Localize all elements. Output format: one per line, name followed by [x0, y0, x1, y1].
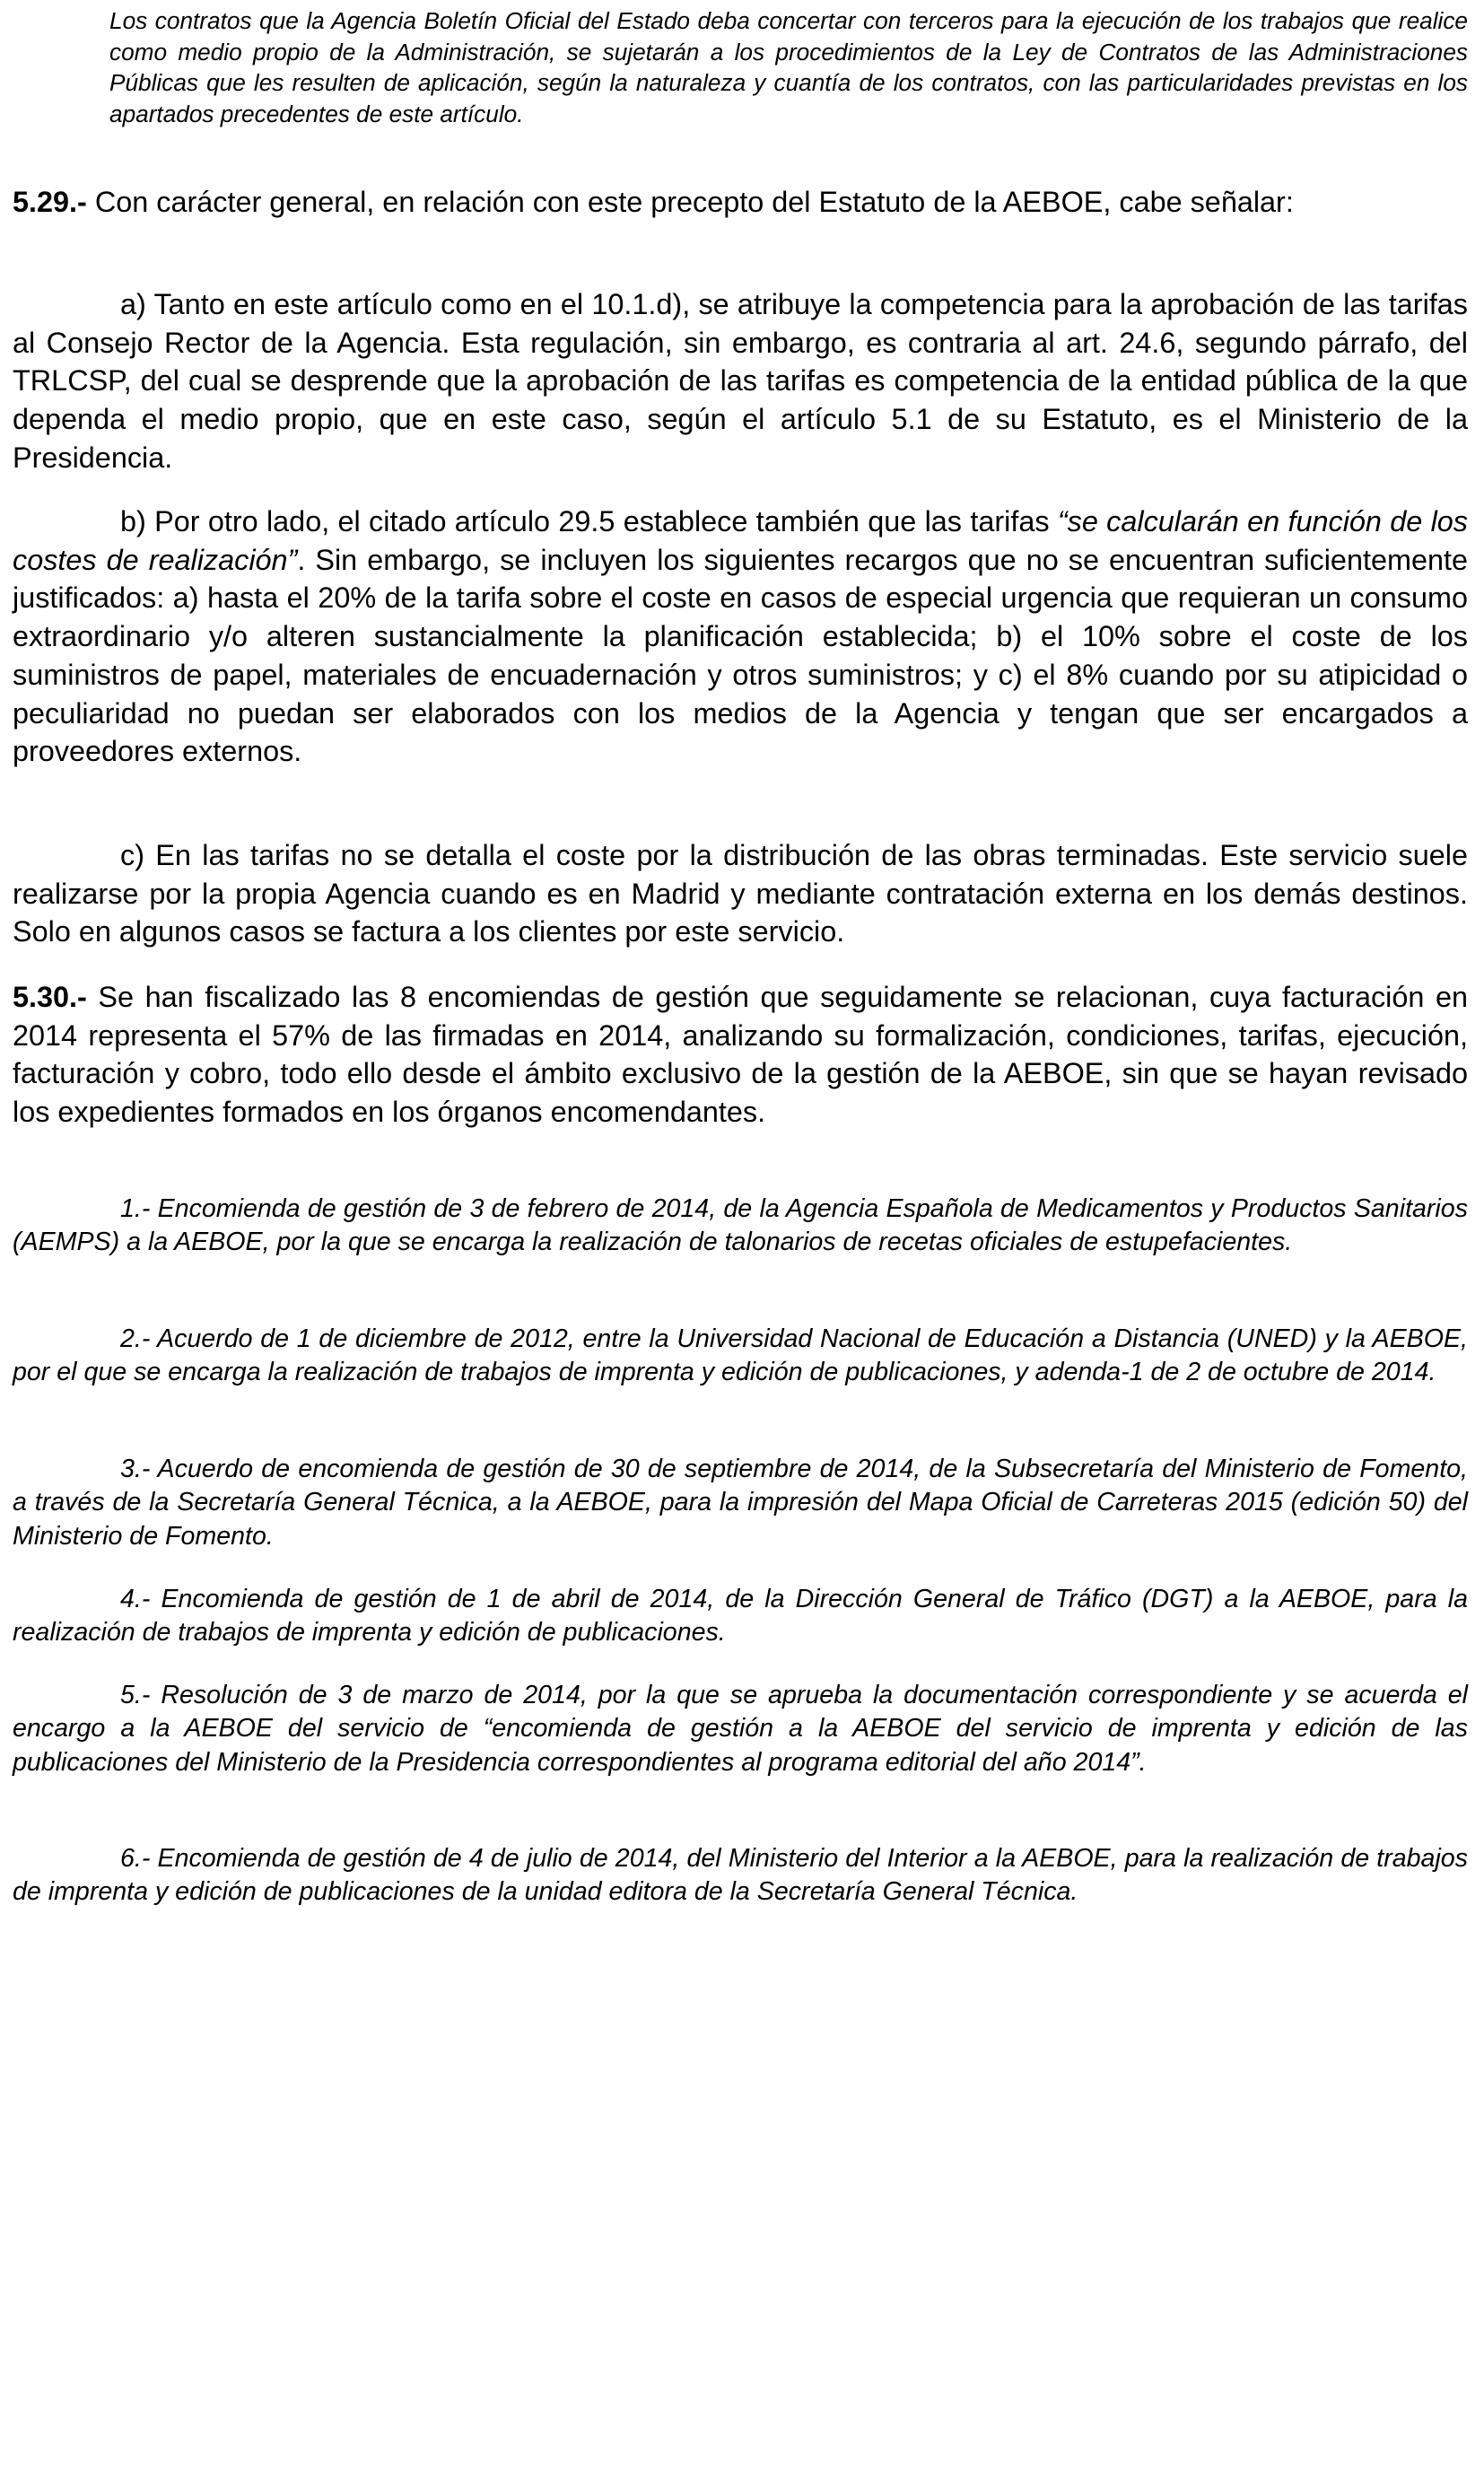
quoted-statute-paragraph: Los contratos que la Agencia Boletín Oficial del Estado deba concertar con terceros para la ejecución de los trabajos que realice como medio propio de la Administración, se sujetarán a los procedimientos de la Ley de Contratos de las Administraciones Públicas que les resulten de aplicación, según la naturaleza y cuantía de los contratos, con las particularidades previstas en los apartados precedentes de este artículo.: [109, 7, 1468, 128]
paragraph-b: [13, 503, 1468, 771]
list-item: [13, 1323, 1468, 1390]
list-item: [13, 1842, 1468, 1910]
paragraph-b-end: . Sin embargo, se incluyen los siguientes recargos que no se encuentran suficientemente justificados: a) hasta el 20% de la tarifa sobre el coste en casos de especial urgencia que requieran un consumo extraordinario y/o alteren sustancialmente la planificación establecida; b) el 10% sobre el coste de los suministros de papel, materiales de encuadernación y otros suministros; y c) el 8% cuando por su atipicidad o peculiaridad no puedan ser elaborados con los medios de la Agencia y tengan que ser encargados a proveedores externos.: [13, 543, 1468, 768]
section-5-30-intro: [13, 978, 1468, 1132]
section-text: Con carácter general, en relación con este precepto del Estatuto de la AEBOE, cabe señalar:: [86, 186, 1294, 218]
section-5-29-point-a: [13, 285, 1468, 477]
section-5-29-point-c: [13, 836, 1468, 951]
paragraph-c: c) En las tarifas no se detalla el coste por la distribución de las obras terminadas. Este servicio suele realizarse por la propia Agencia cuando es en Madrid y mediante contratación externa en los demás destinos. Solo en algunos casos se factura a los clientes por este servicio.: [13, 839, 1468, 948]
list-item-text: 4.- Encomienda de gestión de 1 de abril de 2014, de la Dirección General de Tráfico (DGT) a la AEBOE, para la realización de trabajos de imprenta y edición de publicaciones.: [13, 1585, 1468, 1648]
section-number: 5.29.-: [13, 186, 87, 218]
paragraph-a: a) Tanto en este artículo como en el 10.1.d), se atribuye la competencia para la aprobación de las tarifas al Consejo Rector de la Agencia. Esta regulación, sin embargo, es contraria al art. 24.6, segundo párrafo, del TRLCSP, del cual se desprende que la aprobación de las tarifas es competencia de la entidad pública de la que dependa el medio propio, que en este caso, según el artículo 5.1 de su Estatuto, es el Ministerio de la Presidencia.: [13, 288, 1468, 474]
list-item-text: 1.- Encomienda de gestión de 3 de febrero de 2014, de la Agencia Española de Medicamentos y Productos Sanitarios (AEMPS) a la AEBOE, por la que se encarga la realización de talonarios de recetas oficiales de estupefacientes.: [13, 1194, 1468, 1257]
list-item-text: 6.- Encomienda de gestión de 4 de julio de 2014, del Ministerio del Interior a la AEBOE, para la realización de trabajos de imprenta y edición de publicaciones de la unidad editora de la Secretaría General Técnica.: [13, 1844, 1468, 1907]
list-item: [13, 1453, 1468, 1553]
paragraph-b-quote: “se calcularán en función de los costes de realización”: [13, 505, 1468, 576]
list-item-text: 3.- Acuerdo de encomienda de gestión de 30 de septiembre de 2014, de la Subsecretaría del Ministerio de Fomento, a través de la Secretaría General Técnica, a la AEBOE, para la impresión del Mapa Oficial de Carreteras 2015 (edición 50) del Ministerio de Fomento.: [13, 1455, 1468, 1551]
list-item: [13, 1583, 1468, 1650]
section-5-29-intro: [13, 183, 1468, 222]
section-number: 5.30.-: [13, 981, 87, 1013]
list-item: [13, 1679, 1468, 1779]
section-text: Se han fiscalizado las 8 encomiendas de gestión que seguidamente se relacionan, cuya facturación en 2014 representa el 57% de las firmadas en 2014, analizando su formalización, condiciones, tarifas, ejecución, facturación y cobro, todo ello desde el ámbito exclusivo de la gestión de la AEBOE, sin que se hayan revisado los expedientes formados en los órganos encomendantes.: [13, 981, 1468, 1129]
paragraph-b-start: b) Por otro lado, el citado artículo 29.5 establece también que las tarifas: [120, 505, 1058, 538]
list-item-text: 2.- Acuerdo de 1 de diciembre de 2012, entre la Universidad Nacional de Educación a Distancia (UNED) y la AEBOE, por el que se encarga la realización de trabajos de imprenta y edición de publicaciones, y adenda-1 de 2 de octubre de 2014.: [13, 1324, 1468, 1387]
list-item: [13, 1193, 1468, 1260]
section-5-29-point-b: [13, 503, 1468, 771]
list-item-text: 5.- Resolución de 3 de marzo de 2014, por la que se aprueba la documentación correspondiente y se acuerda el encargo a la AEBOE del servicio de “encomienda de gestión a la AEBOE del servicio de imprenta y edición de las publicaciones del Ministerio de la Presidencia correspondientes al programa editorial del año 2014”.: [13, 1681, 1468, 1777]
